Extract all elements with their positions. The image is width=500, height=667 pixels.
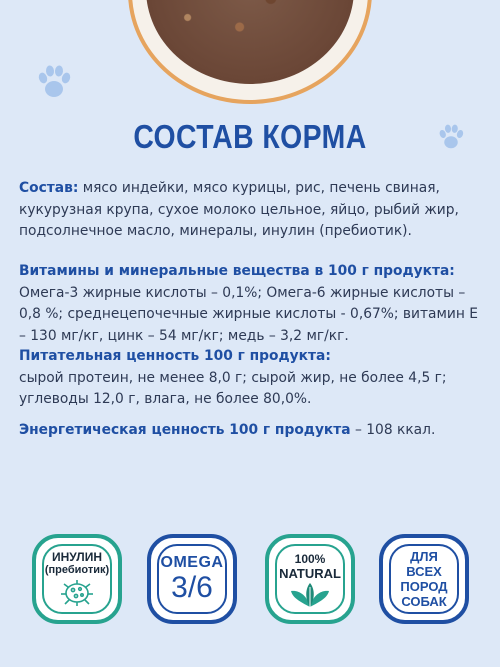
omega-badge-line1: OMEGA [160, 554, 224, 571]
breeds-badge-line3: ПОРОД [400, 579, 448, 594]
inulin-badge-inner [42, 544, 112, 614]
omega-badge [147, 534, 237, 624]
food-bowl-image [128, 0, 372, 104]
omega-badge-inner [157, 544, 227, 614]
natural-badge-inner [275, 544, 345, 614]
inulin-badge-line2: (пребиотик) [44, 564, 110, 576]
bacteria-icon [58, 577, 96, 609]
breeds-badge-line2: ВСЕХ [406, 564, 442, 579]
breeds-badge-line1: ДЛЯ [410, 549, 438, 564]
vitamins-value: Омега-3 жирные кислоты – 0,1%; Омега-6 жирные кислоты – 0,8 %; среднецепочечные жирные кислоты - 0,67%; витамин Е – 130 мг/кг, цинк – 54 мг/кг; медь – 3,2 мг/кг. [19, 284, 478, 344]
natural-badge-line2: NATURAL [279, 565, 341, 581]
paw-icon [34, 62, 74, 102]
all-breeds-badge-inner [389, 544, 459, 614]
energy-text [19, 420, 489, 442]
vitamins-text [19, 261, 489, 347]
nutrition-value: сырой протеин, не менее 8,0 г; сырой жир, не более 4,5 г; углеводы 12,0 г, влага, не более 80,0%. [19, 369, 447, 408]
natural-badge-line1: 100% [294, 551, 326, 566]
natural-badge [265, 534, 355, 624]
energy-label: Энергетическая ценность 100 г продукта [19, 422, 351, 438]
nutrition-text [19, 346, 489, 411]
all-breeds-badge [379, 534, 469, 624]
energy-value: – 108 ккал. [350, 422, 436, 438]
omega-badge-line2: 3/6 [171, 571, 213, 604]
inulin-badge-line1: ИНУЛИН [51, 550, 102, 564]
inulin-badge [32, 534, 122, 624]
composition-label: Состав: [19, 180, 79, 196]
vitamins-label: Витамины и минеральные вещества в 100 г продукта: [19, 263, 455, 279]
page-title: СОСТАВ КОРМА [133, 118, 367, 155]
food-in-bowl [146, 0, 354, 84]
breeds-badge-line4: СОБАК [401, 594, 447, 609]
composition-text [19, 178, 489, 243]
nutrition-label: Питательная ценность 100 г продукта: [19, 348, 331, 364]
leaves-icon [287, 581, 333, 609]
composition-value: мясо индейки, мясо курицы, рис, печень свиная, кукурузная крупа, сухое молоко цельное, яйцо, рыбий жир, подсолнечное масло, минералы, инулин (пребиотик). [19, 180, 459, 240]
